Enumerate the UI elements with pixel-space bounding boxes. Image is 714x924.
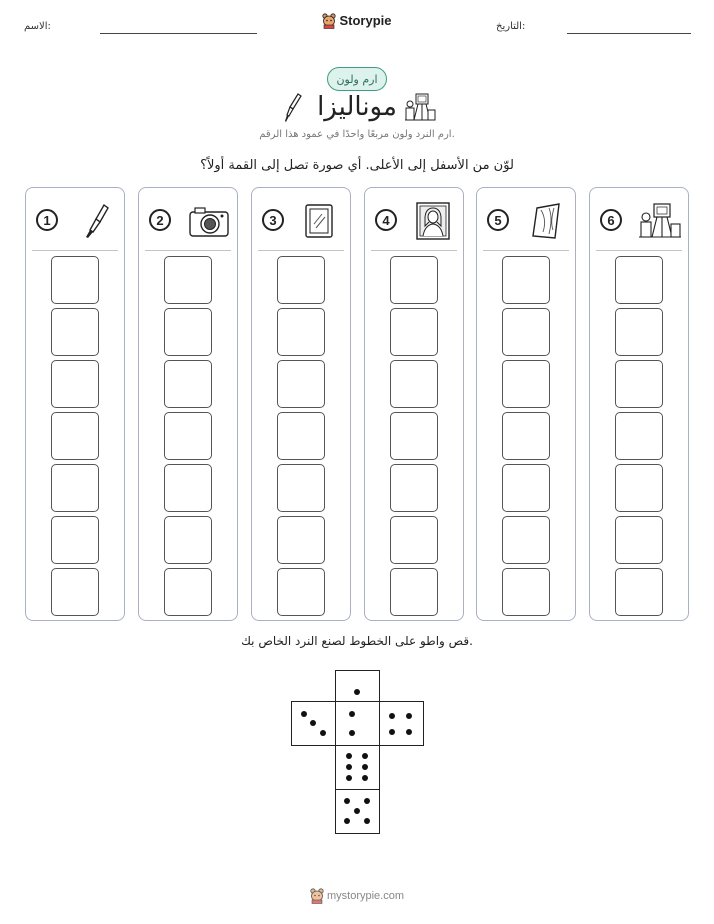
color-square[interactable] <box>615 360 663 408</box>
dice-face-5 <box>335 789 380 834</box>
color-square[interactable] <box>502 412 550 460</box>
column-number: 2 <box>149 209 171 231</box>
color-square[interactable] <box>615 412 663 460</box>
color-square[interactable] <box>51 464 99 512</box>
color-square[interactable] <box>51 516 99 564</box>
color-square[interactable] <box>51 412 99 460</box>
dice-pip <box>406 729 412 735</box>
color-square[interactable] <box>390 308 438 356</box>
dice-pip <box>344 818 350 824</box>
dice-pip <box>354 689 360 695</box>
race-column-5 <box>476 187 576 621</box>
color-square[interactable] <box>390 256 438 304</box>
dice-pip <box>349 711 355 717</box>
race-column-1 <box>25 187 125 621</box>
color-square[interactable] <box>277 256 325 304</box>
date-label: التاريخ: <box>496 21 526 32</box>
dice-pip <box>362 753 368 759</box>
race-column-2 <box>138 187 238 621</box>
dice-pip <box>389 713 395 719</box>
color-square[interactable] <box>390 464 438 512</box>
column-divider <box>371 250 457 251</box>
color-square[interactable] <box>277 464 325 512</box>
color-square[interactable] <box>277 516 325 564</box>
color-square[interactable] <box>164 568 212 616</box>
column-divider <box>483 250 569 251</box>
dice-pip <box>389 729 395 735</box>
column-number: 6 <box>600 209 622 231</box>
cut-instruction: قص واطو على الخطوط لصنع النرد الخاص بك. <box>241 634 473 648</box>
color-square[interactable] <box>51 568 99 616</box>
color-square[interactable] <box>615 308 663 356</box>
dice-pip <box>362 775 368 781</box>
footer-url[interactable]: mystorypie.com <box>326 890 405 902</box>
brand-name: Storypie <box>339 13 392 29</box>
dice-pip <box>349 730 355 736</box>
color-square[interactable] <box>390 568 438 616</box>
subtitle: ارم النرد ولون مربعًا واحدًا في عمود هذا الرقم. <box>259 129 455 140</box>
color-square[interactable] <box>277 568 325 616</box>
dice-pip <box>346 764 352 770</box>
color-square[interactable] <box>51 308 99 356</box>
race-column-4 <box>364 187 464 621</box>
color-square[interactable] <box>502 256 550 304</box>
dice-pip <box>301 711 307 717</box>
dice-pip <box>344 798 350 804</box>
color-square[interactable] <box>502 360 550 408</box>
column-divider <box>596 250 682 251</box>
color-square[interactable] <box>51 256 99 304</box>
storypie-logo-icon <box>322 13 336 29</box>
dice-face-4 <box>379 701 424 746</box>
color-square[interactable] <box>164 412 212 460</box>
race-column-3 <box>251 187 351 621</box>
dice-pip <box>310 720 316 726</box>
color-square[interactable] <box>277 308 325 356</box>
column-divider <box>258 250 344 251</box>
color-square[interactable] <box>615 516 663 564</box>
date-line[interactable] <box>567 33 691 34</box>
art-studio-icon <box>638 202 682 240</box>
dice-pip <box>346 775 352 781</box>
frame-icon <box>300 202 344 240</box>
color-square[interactable] <box>615 568 663 616</box>
page-title: موناليزا <box>317 92 397 122</box>
name-label: الاسم: <box>24 21 51 32</box>
color-square[interactable] <box>615 256 663 304</box>
color-square[interactable] <box>164 464 212 512</box>
dice-pip <box>406 713 412 719</box>
color-square[interactable] <box>502 308 550 356</box>
footer <box>0 888 714 904</box>
color-square[interactable] <box>502 464 550 512</box>
dice-face-2 <box>335 701 380 746</box>
column-number: 1 <box>36 209 58 231</box>
column-divider <box>32 250 118 251</box>
column-divider <box>145 250 231 251</box>
game-badge: ارم ولون <box>327 67 387 91</box>
color-square[interactable] <box>164 256 212 304</box>
color-square[interactable] <box>164 308 212 356</box>
mona-lisa-icon <box>413 202 457 240</box>
color-square[interactable] <box>390 360 438 408</box>
color-square[interactable] <box>390 412 438 460</box>
dice-pip <box>364 818 370 824</box>
column-number: 4 <box>375 209 397 231</box>
brand-logo <box>0 12 714 29</box>
dice-pip <box>320 730 326 736</box>
dice-pip <box>354 808 360 814</box>
color-square[interactable] <box>615 464 663 512</box>
storypie-logo-icon <box>310 888 324 904</box>
color-square[interactable] <box>51 360 99 408</box>
dice-face-3 <box>291 701 336 746</box>
wood-panel-icon <box>525 202 569 240</box>
name-line[interactable] <box>100 33 257 34</box>
camera-icon <box>187 202 231 240</box>
race-column-6 <box>589 187 689 621</box>
dice-pip <box>346 753 352 759</box>
color-square[interactable] <box>277 412 325 460</box>
art-studio-icon <box>404 92 436 122</box>
color-square[interactable] <box>390 516 438 564</box>
color-square[interactable] <box>277 360 325 408</box>
column-number: 3 <box>262 209 284 231</box>
dice-pip <box>362 764 368 770</box>
color-square[interactable] <box>502 516 550 564</box>
dice-pip <box>364 798 370 804</box>
column-number: 5 <box>487 209 509 231</box>
color-square[interactable] <box>164 516 212 564</box>
instruction: لوّن من الأسفل إلى الأعلى. أي صورة تصل إلى القمة أولاً؟ <box>200 158 514 173</box>
color-square[interactable] <box>502 568 550 616</box>
dice-face-6 <box>335 745 380 790</box>
paintbrush-icon <box>74 202 118 240</box>
color-square[interactable] <box>164 360 212 408</box>
